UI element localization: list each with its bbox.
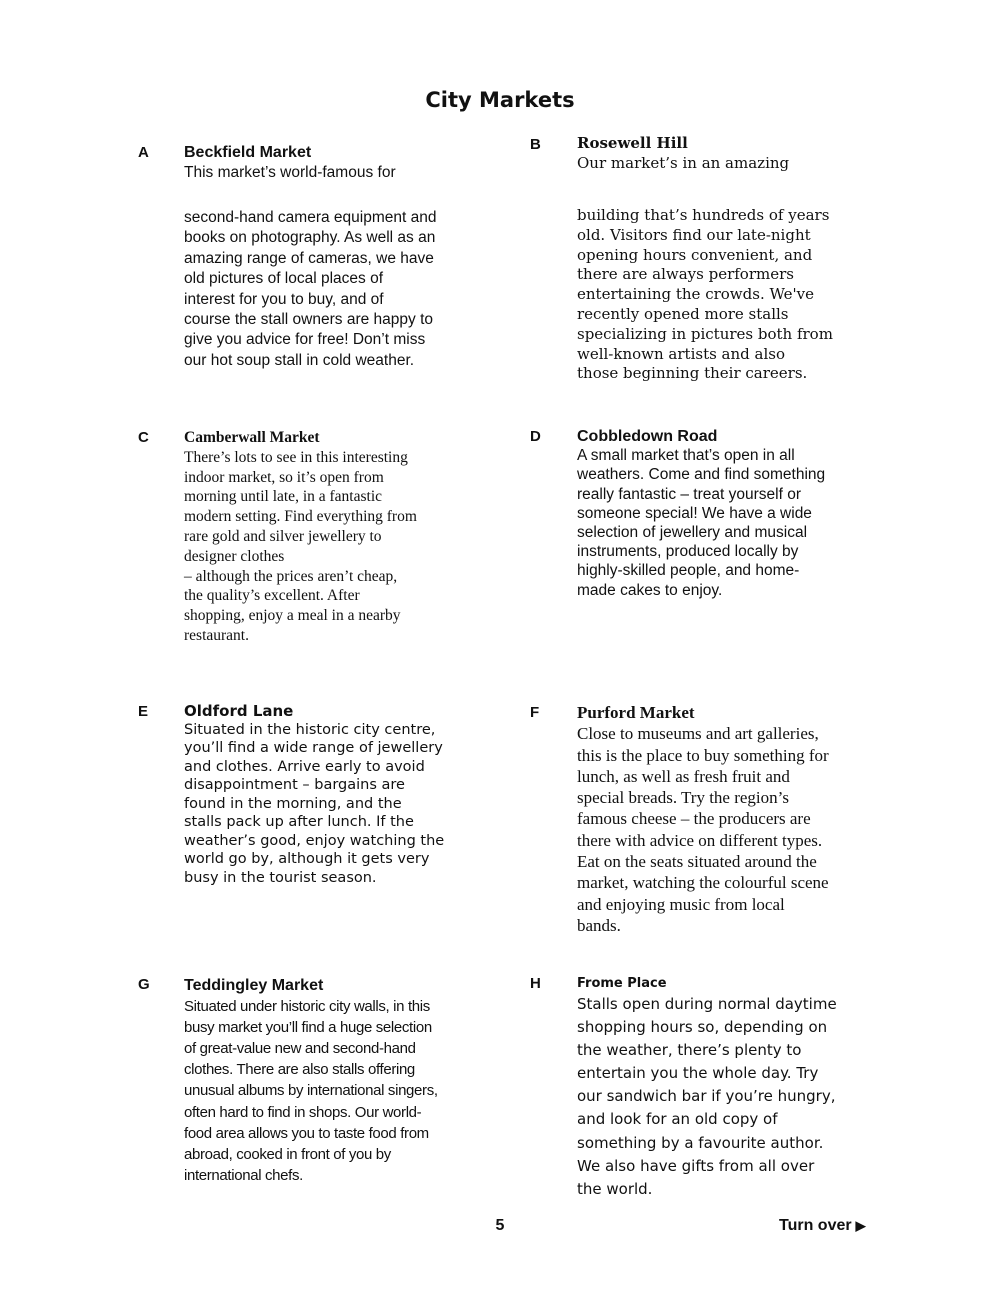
market-d — [577, 427, 867, 600]
market-a-body — [184, 208, 474, 371]
market-f-text: Close to museums and art galleries, this is the place to buy something for lunch, as well as fresh fruit and special breads. Try the region’s famous cheese – the producers are there with advice on different types. Eat on the seats situated around the market, watching the colourful scene and enjoying music from local bands. — [577, 724, 829, 935]
market-h-name: Frome Place — [577, 976, 667, 991]
market-e-text: Situated in the historic city centre, you’ll find a wide range of jewellery and clothes. Arrive early to avoid disappointment – bargains are found in the morning, and the stalls pack up after lunch. If the weather’s good, enjoy watching the world go by, although it gets very busy in the tourist season. — [184, 721, 445, 886]
market-letter-a: A — [138, 144, 149, 161]
market-letter-d: D — [530, 428, 541, 445]
market-h — [577, 975, 877, 1201]
market-letter-c: C — [138, 429, 149, 446]
market-a-name: Beckfield Market — [184, 144, 312, 161]
market-b — [577, 134, 867, 174]
triangle-right-icon: ▶ — [855, 1218, 866, 1233]
market-b-text: building that’s hundreds of years old. Visitors find our late-night opening hours convenient, and there are always performers entertaining the crowds. We've recently opened more stalls specializing in pictures both from well-known artists and also those beginning their careers. — [577, 206, 833, 383]
page-title: City Markets — [425, 88, 575, 112]
market-d-name: Cobbledown Road — [577, 428, 718, 445]
market-f-name: Purford Market — [577, 703, 695, 722]
market-b-intro: Our market’s in an amazing — [577, 153, 790, 172]
turn-over-text: Turn over — [779, 1217, 852, 1234]
market-b-name: Rosewell Hill — [577, 134, 688, 152]
turn-over-label — [779, 1217, 866, 1235]
market-a — [184, 143, 474, 184]
market-c-name: Camberwall Market — [184, 429, 320, 446]
market-letter-f: F — [530, 704, 540, 721]
market-h-text: Stalls open during normal daytime shopping hours so, depending on the weather, there’s plenty to entertain you the whole day. Try our sandwich bar if you’re hungry, and look for an old copy of something by a favourite author. We also have gifts from all over the world. — [577, 995, 837, 1198]
market-c — [184, 428, 474, 646]
market-g — [184, 975, 474, 1186]
market-b-body — [577, 206, 867, 384]
market-letter-g: G — [138, 976, 150, 993]
market-e — [184, 702, 474, 887]
market-g-name: Teddingley Market — [184, 977, 324, 994]
page-number: 5 — [495, 1217, 505, 1234]
market-letter-e: E — [138, 703, 149, 720]
market-letter-h: H — [530, 975, 541, 992]
market-e-name: Oldford Lane — [184, 702, 294, 720]
market-c-text: There’s lots to see in this interesting indoor market, so it’s open from morning until late, in a fantastic modern setting. Find everything from rare gold and silver jewellery to designer clothes – although the prices aren’t cheap, the quality’s excellent. After shopping, enjoy a meal in a nearby restaurant. — [184, 448, 417, 644]
market-g-text: Situated under historic city walls, in this busy market you’ll find a huge selection of great-value new and second-hand clothes. There are also stalls offering unusual albums by international singers, often hard to find in shops. Our world- food area allows you to taste food from abroad, cooked in front of you by international chefs. — [184, 998, 438, 1184]
market-d-text: A small market that’s open in all weathers. Come and find something really fantastic – treat yourself or someone special! We have a wide selection of jewellery and musical instruments, produced locally by highly-skilled people, and home- made cakes to enjoy. — [577, 447, 826, 599]
market-a-intro: This market’s world-famous for — [184, 164, 396, 182]
market-a-text: second-hand camera equipment and books on photography. As well as an amazing range of cameras, we have old pictures of local places of interest for you to buy, and of course the stall owners are happy to give you advice for free! Don’t miss our hot soup stall in cold weather. — [184, 209, 437, 369]
market-letter-b: B — [530, 136, 541, 153]
market-f — [577, 702, 877, 936]
